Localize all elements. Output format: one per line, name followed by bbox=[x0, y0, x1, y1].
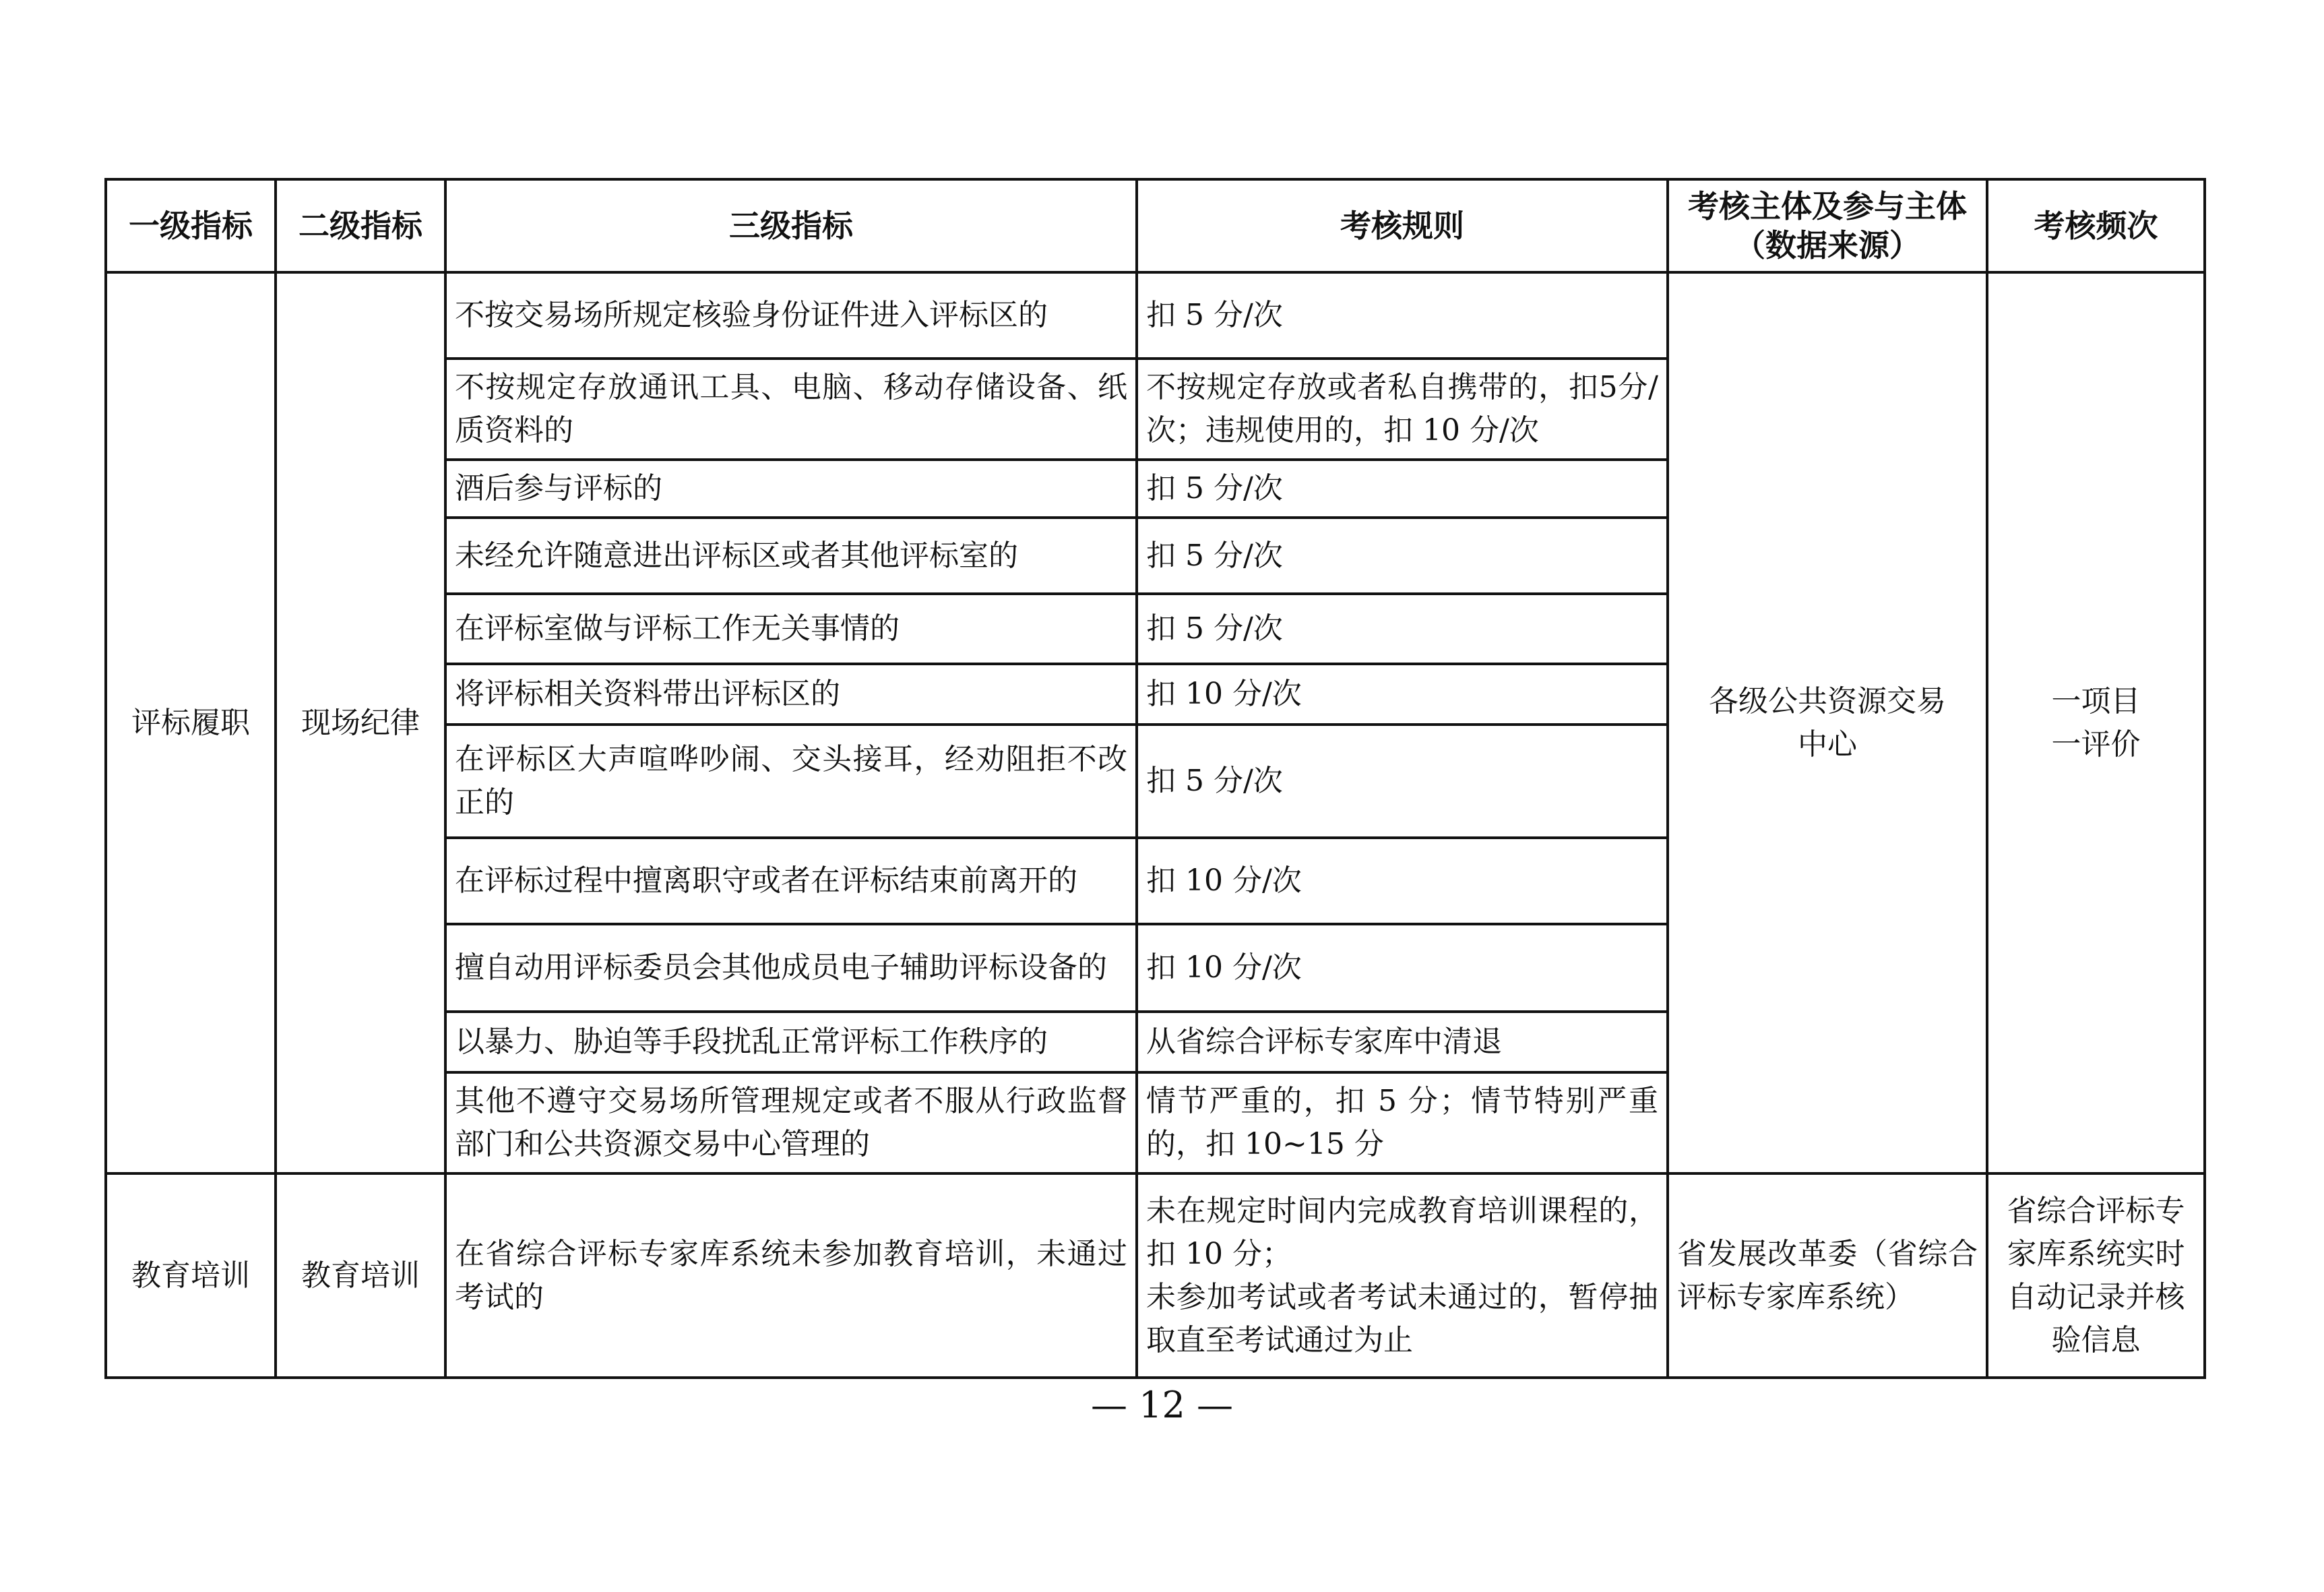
rule-cell: 从省综合评标专家库中清退 bbox=[1137, 1012, 1668, 1072]
indicator-cell: 未经允许随意进出评标区或者其他评标室的 bbox=[445, 518, 1137, 594]
table-row bbox=[106, 272, 2205, 359]
indicator-cell: 不按规定存放通讯工具、电脑、移动存储设备、纸质资料的 bbox=[445, 359, 1137, 460]
page-number: — 12 — bbox=[1090, 1384, 1234, 1426]
rule-cell: 扣 10 分/次 bbox=[1137, 838, 1668, 924]
indicator-cell: 其他不遵守交易场所管理规定或者不服从行政监督部门和公共资源交易中心管理的 bbox=[445, 1072, 1137, 1173]
indicator-cell: 在省综合评标专家库系统未参加教育培训，未通过考试的 bbox=[445, 1173, 1137, 1378]
header-subject: 考核主体及参与主体（数据来源） bbox=[1668, 179, 1987, 272]
level1-cell: 教育培训 bbox=[106, 1173, 276, 1378]
indicator-cell: 在评标过程中擅离职守或者在评标结束前离开的 bbox=[445, 838, 1137, 924]
assessment-table bbox=[104, 178, 2206, 1379]
indicator-cell: 在评标室做与评标工作无关事情的 bbox=[445, 594, 1137, 664]
level1-cell: 评标履职 bbox=[106, 272, 276, 1173]
rule-cell: 扣 5 分/次 bbox=[1137, 594, 1668, 664]
rule-line: 未在规定时间内完成教育培训课程的，扣 10 分； bbox=[1146, 1193, 1658, 1271]
rule-cell: 不按规定存放或者私自携带的，扣5分/次；违规使用的，扣 10 分/次 bbox=[1137, 359, 1668, 460]
rule-line: 未参加考试或者考试未通过的，暂停抽取直至考试通过为止 bbox=[1146, 1279, 1658, 1357]
header-level2: 二级指标 bbox=[276, 179, 445, 272]
table-row bbox=[106, 1173, 2205, 1378]
indicator-cell: 在评标区大声喧哗吵闹、交头接耳，经劝阻拒不改正的 bbox=[445, 725, 1137, 838]
indicator-cell: 将评标相关资料带出评标区的 bbox=[445, 664, 1137, 725]
level2-cell: 现场纪律 bbox=[276, 272, 445, 1173]
rule-cell: 情节严重的，扣 5 分；情节特别严重的，扣 10~15 分 bbox=[1137, 1072, 1668, 1173]
indicator-cell: 擅自动用评标委员会其他成员电子辅助评标设备的 bbox=[445, 924, 1137, 1012]
frequency-text: 一项目一评价 bbox=[2051, 683, 2141, 762]
indicator-cell: 不按交易场所规定核验身份证件进入评标区的 bbox=[445, 272, 1137, 359]
frequency-cell: 省综合评标专家库系统实时自动记录并核验信息 bbox=[1987, 1173, 2205, 1378]
header-rule: 考核规则 bbox=[1137, 179, 1668, 272]
frequency-cell bbox=[1987, 272, 2205, 1173]
subject-text: 各级公共资源交易中心 bbox=[1709, 683, 1946, 762]
rule-cell: 扣 5 分/次 bbox=[1137, 518, 1668, 594]
level2-cell: 教育培训 bbox=[276, 1173, 445, 1378]
subject-cell: 省发展改革委（省综合评标专家库系统） bbox=[1668, 1173, 1987, 1378]
rule-cell: 扣 5 分/次 bbox=[1137, 460, 1668, 518]
header-frequency: 考核频次 bbox=[1987, 179, 2205, 272]
indicator-cell: 以暴力、胁迫等手段扰乱正常评标工作秩序的 bbox=[445, 1012, 1137, 1072]
rule-cell: 扣 5 分/次 bbox=[1137, 725, 1668, 838]
header-level1: 一级指标 bbox=[106, 179, 276, 272]
header-row bbox=[106, 179, 2205, 272]
rule-cell bbox=[1137, 1173, 1668, 1378]
rule-cell: 扣 10 分/次 bbox=[1137, 664, 1668, 725]
header-level3: 三级指标 bbox=[445, 179, 1137, 272]
subject-cell bbox=[1668, 272, 1987, 1173]
indicator-cell: 酒后参与评标的 bbox=[445, 460, 1137, 518]
rule-cell: 扣 5 分/次 bbox=[1137, 272, 1668, 359]
rule-cell: 扣 10 分/次 bbox=[1137, 924, 1668, 1012]
